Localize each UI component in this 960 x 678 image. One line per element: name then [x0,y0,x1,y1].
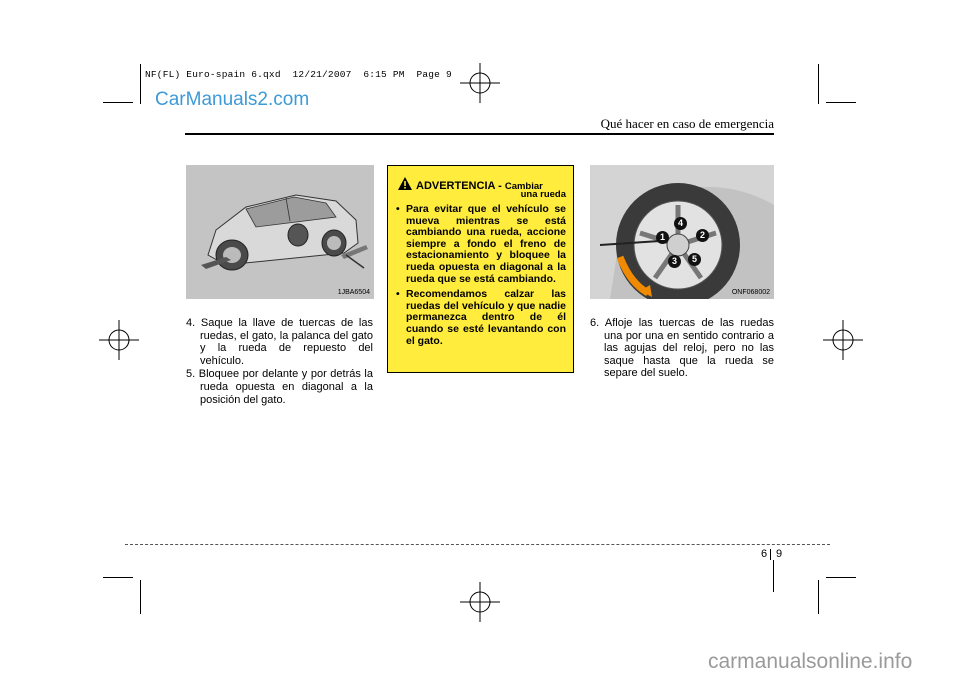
page-number: 9 [776,548,783,560]
lug-label-5: 5 [688,253,701,266]
warning-item: • Recomendamos calzar las ruedas del vehículo y que nadie permanezca dentro de él cuando se esté levantando con el gato. [396,288,566,347]
step-6: 6. Afloje las tuercas de las ruedas una por una en sentido contrario a las agujas del reloj, pero no las saque hasta que la rueda se separe del suelo. [590,317,774,380]
crop-mark [818,64,819,104]
crop-mark [826,577,856,578]
car-jack-figure [186,165,374,299]
crop-mark [773,560,774,592]
figure-code: ONF068002 [731,289,770,296]
registration-mark-icon [99,320,139,360]
watermark-logo[interactable]: CarManuals2.com [155,89,310,110]
crop-mark [103,102,133,103]
warning-box [387,165,574,373]
file-info-line: NF(FL) Euro-spain 6.qxd 12/21/2007 6:15 PM Page 9 [145,69,452,80]
warning-triangle-icon [398,177,412,190]
header-rule [185,133,774,135]
lug-label-2: 2 [696,229,709,242]
page-divider [770,549,771,560]
registration-mark-icon [460,582,500,622]
crop-mark [140,580,141,614]
lug-label-4: 4 [674,217,687,230]
wheel-figure [590,165,774,299]
footer-rule [125,544,830,545]
warning-title: ADVERTENCIA - [416,180,505,192]
crop-mark [818,580,819,614]
step-4: 4. Saque la llave de tuercas de las ruedas, el gato, la palanca del gato y la rueda de repuesto del vehículo. [186,317,373,367]
registration-mark-icon [823,320,863,360]
warning-item: • Para evitar que el vehículo se mueva mientras se está cambiando una rueda, accione siempre a fondo el freno de estacionamiento y bloquee la rueda opuesta en diagonal a la rueda que se está cambiando. [396,203,566,285]
lug-label-3: 3 [668,255,681,268]
figure-code: 1JBA6504 [337,289,370,296]
registration-mark-icon [460,63,500,103]
step-5: 5. Bloquee por delante y por detrás la rueda opuesta en diagonal a la posición del gato. [186,368,373,406]
left-steps [186,317,373,407]
warning-list [388,202,573,347]
crop-mark [103,577,133,578]
chapter-number: 6 [761,548,768,560]
right-steps [590,317,774,381]
site-watermark[interactable]: carmanualsonline.info [708,650,913,673]
section-title: Qué hacer en caso de emergencia [600,116,774,131]
warning-title-suffix: Cambiar [504,181,543,192]
lug-label-1: 1 [656,231,669,244]
crop-mark [140,64,141,104]
warning-title-suffix-2: una rueda [520,189,566,200]
crop-mark [826,102,856,103]
